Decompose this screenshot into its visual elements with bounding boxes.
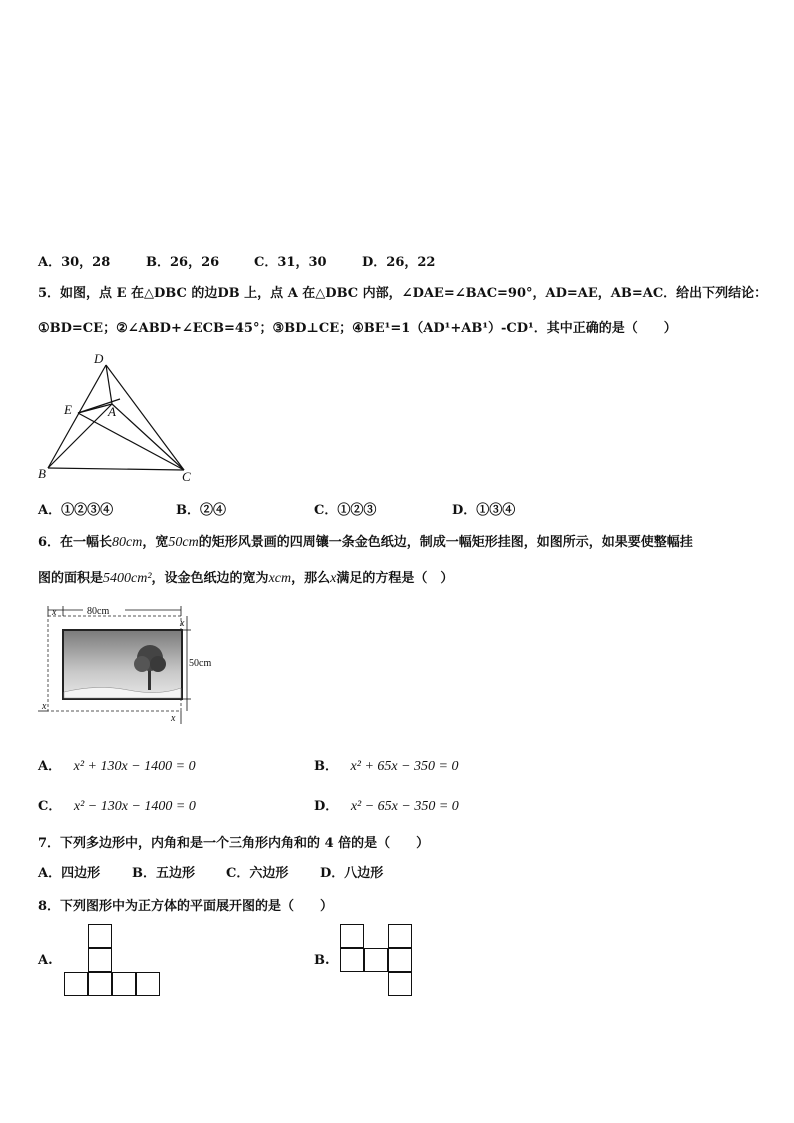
q6-xcm: xcm [268, 571, 292, 586]
label-50cm: 50cm [189, 658, 212, 669]
q5-stem-line1: 5．如图，点 E 在△DBC 的边DB 上，点 A 在△DBC 内部，∠DAE=∠BAC=90°，AD=AE，AB=AC．给出下列结论： [38, 286, 768, 301]
q8-net-b [340, 924, 414, 998]
q6-text-4: 图的面积是 [38, 571, 104, 586]
q6-option-a-letter: A． [38, 759, 62, 774]
net-a-square [88, 948, 112, 972]
q8-net-a [64, 924, 162, 998]
label-x-bottom-right: x [171, 713, 176, 724]
q8-option-b-label: B. [314, 953, 330, 968]
q6-text-7: 满足的方程是（ ） [336, 571, 454, 586]
net-b-square [364, 948, 388, 972]
q6-text-1: 6．在一幅长 [38, 535, 113, 550]
q5-option-c: C．①②③ [314, 503, 377, 518]
q6-picture-frame-figure [38, 606, 223, 726]
q6-var-x: x [330, 571, 337, 586]
label-a: A [108, 404, 116, 419]
label-80cm: 80cm [87, 606, 110, 617]
label-x-bottom-left: x [42, 701, 47, 712]
q4-option-b: B．26，26 [146, 255, 220, 270]
q6-option-d [314, 795, 459, 815]
segment-dc [106, 365, 184, 470]
net-b-square [388, 972, 412, 996]
net-b-square [388, 948, 412, 972]
q7-option-d: D．八边形 [320, 866, 384, 881]
q4-option-c: C．31，30 [254, 255, 327, 270]
q6-stem-line2 [38, 567, 453, 587]
q6-text-5: ，设金色纸边的宽为 [151, 571, 269, 586]
net-b-square [340, 924, 364, 948]
q8-stem: 8．下列图形中为正方体的平面展开图的是（ ） [38, 899, 334, 914]
q6-length: 80cm [112, 535, 143, 550]
q7-option-b: B．五边形 [132, 866, 195, 881]
q7-option-a: A．四边形 [38, 866, 101, 881]
segment-da [106, 365, 112, 404]
q7-stem: 7．下列多边形中，内角和是一个三角形内角和的 4 倍的是（ ） [38, 836, 430, 851]
net-a-square [64, 972, 88, 996]
net-b-square [388, 924, 412, 948]
q5-option-d: D．①③④ [452, 503, 516, 518]
q5-triangle-figure [36, 350, 206, 485]
segment-bc [48, 468, 184, 470]
q5-option-a: A．①②③④ [38, 503, 114, 518]
q6-text-3: 的矩形风景画的四周镶一条金色纸边，制成一幅矩形挂图，如图所示，如果要使整幅挂 [198, 535, 693, 550]
q6-option-d-equation: x² − 65x − 350 = 0 [350, 799, 459, 814]
q7-option-c: C．六边形 [226, 866, 289, 881]
net-b-square [340, 948, 364, 972]
q6-text-2: ，宽 [142, 535, 169, 550]
q6-option-a-equation: x² + 130x − 1400 = 0 [73, 759, 196, 774]
q6-stem-line1 [38, 531, 693, 551]
net-a-square [136, 972, 160, 996]
label-x-right: x [180, 618, 185, 629]
label-b: B [38, 466, 46, 481]
q6-option-d-letter: D． [314, 799, 339, 814]
q6-text-6: ，那么 [291, 571, 331, 586]
q6-option-c-equation: x² − 130x − 1400 = 0 [73, 799, 196, 814]
q4-option-a: A．30，28 [38, 255, 111, 270]
q5-option-b: B．②④ [176, 503, 226, 518]
net-a-square [112, 972, 136, 996]
label-x-top: x [52, 607, 57, 618]
q6-option-b-equation: x² + 65x − 350 = 0 [350, 759, 459, 774]
q6-option-c [38, 795, 196, 815]
net-a-square [88, 924, 112, 948]
q6-option-a [38, 755, 196, 775]
q4-option-d: D．26，22 [362, 255, 436, 270]
q5-stem-line2: ①BD=CE；②∠ABD+∠ECB=45°；③BD⊥CE；④BE¹=1（AD¹+AB¹）-CD¹．其中正确的是（ ） [38, 321, 677, 336]
q6-area: 5400cm² [103, 571, 152, 586]
q6-option-b [314, 755, 459, 775]
net-a-square [88, 972, 112, 996]
q8-option-a-label: A. [38, 953, 53, 968]
q6-width: 50cm [168, 535, 199, 550]
q6-option-b-letter: B． [314, 759, 338, 774]
q6-option-c-letter: C． [38, 799, 62, 814]
label-e: E [64, 402, 72, 417]
label-c: C [182, 469, 191, 484]
segment-db [48, 365, 106, 468]
label-d: D [94, 351, 104, 366]
